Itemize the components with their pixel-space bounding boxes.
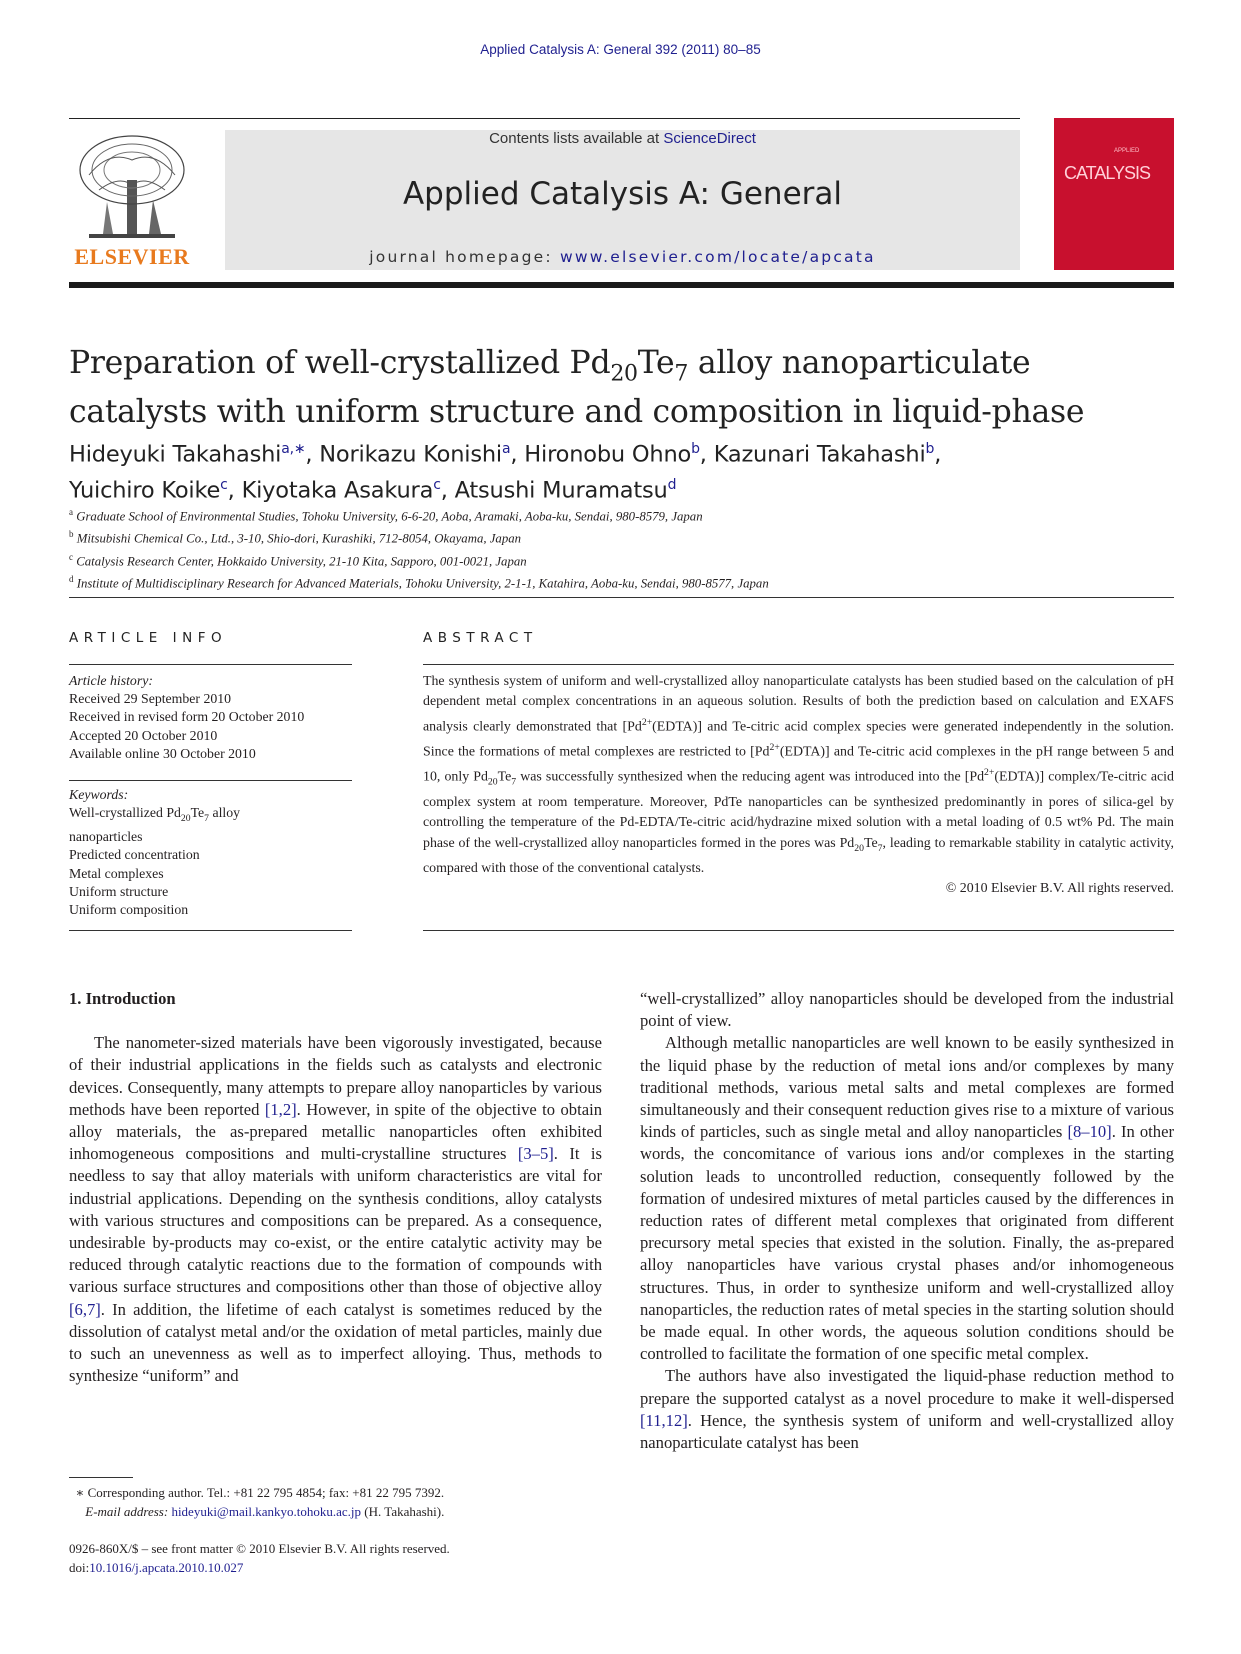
keyword: Uniform composition <box>69 901 189 917</box>
abstract-subscript: 20 <box>487 776 498 788</box>
abstract-part: , leading to remarkable stability in catalytic activity, compared with those of the conventional catalysts. <box>423 835 1174 876</box>
citation-link[interactable]: [8–10] <box>1067 1122 1112 1142</box>
body-left-column <box>69 988 602 1387</box>
author-affil-link[interactable]: d <box>667 476 677 493</box>
title-part: Te <box>637 345 675 381</box>
author-list: Hideyuki Takahashi$^{a,∗}$, Norikazu Konishi$^a$, Hironobu Ohno$^b$, Kazunari Takahashi$^b$, Yuichiro Koike$^c$, Kiyotaka Asakura$^c$, Atsushi Muramatsu$^d$ <box>69 441 942 503</box>
history-item: Received 29 September 2010 <box>69 691 232 707</box>
homepage-prefix: journal homepage: <box>369 248 560 266</box>
doi-link[interactable]: 10.1016/j.apcata.2010.10.027 <box>89 1559 244 1575</box>
title-subscript: 7 <box>674 361 689 387</box>
title-part: Preparation of well-crystallized Pd <box>69 345 611 381</box>
body-right-column <box>640 988 1174 1454</box>
paragraph-text: . In addition, the lifetime of each catalyst is sometimes reduced by the dissolution of catalyst metal and/or the oxidation of metal particles, mainly due to such an unevenness as well as to imperfect alloying. Thus, methods to synthesize “uniform” and <box>69 1299 602 1386</box>
keywords <box>69 786 352 919</box>
article-info-rule <box>69 664 352 665</box>
paragraph-text: The authors have also investigated the liquid-phase reduction method to prepare the supported catalyst as a novel procedure to make it well-dispersed <box>640 1366 1174 1408</box>
abstract-part: Te <box>863 835 878 851</box>
elsevier-logo[interactable] <box>69 130 195 270</box>
author-affil-link[interactable]: a <box>502 441 511 457</box>
paragraph <box>640 1365 1174 1454</box>
abstract-superscript: 2+ <box>984 766 995 778</box>
abstract-heading: ABSTRACT <box>423 630 538 646</box>
keyword: nanoparticles <box>69 829 143 845</box>
abstract-part: (EDTA)] complex/Te-citric acid complex system at room temperature. Moreover, PdTe nanoparticles can be synthesized predominantly in pores of silica-gel by controlling the temperature of the Pd-EDTA/Te-citric acid/hydrazine mixed solution with a metal loading of 0.5 wt% Pd. The main phase of the well-crystallized alloy nanoparticles formed in the pores was Pd <box>423 769 1174 851</box>
paragraph-text: . However, in spite of the objective to obtain alloy materials, the as-prepared metallic nanoparticles often exhibited inhomogeneous compositions and multi-crystalline structures <box>69 1099 602 1164</box>
citation-link[interactable]: [1,2] <box>264 1099 297 1119</box>
abstract-part: was successfully synthesized when the reducing agent was introduced into the [Pd <box>516 769 985 785</box>
author-name: Hideyuki Takahashi <box>69 441 282 468</box>
keyword-part: Te <box>190 805 205 821</box>
title-subscript: 20 <box>610 361 638 387</box>
email-link[interactable]: hideyuki@mail.kankyo.tohoku.ac.jp <box>171 1503 362 1519</box>
keyword-part: Well-crystallized Pd <box>69 805 181 821</box>
contents-line <box>225 130 1020 147</box>
keyword <box>69 804 352 828</box>
section-heading: 1. Introduction <box>69 989 176 1008</box>
footnote-text: (H. Takahashi). <box>361 1503 445 1519</box>
article-info-bottom-rule <box>69 930 352 931</box>
abstract-rule <box>423 664 1174 665</box>
keyword-subscript: 7 <box>204 812 209 824</box>
citation-link[interactable]: [11,12] <box>640 1410 688 1430</box>
affiliation-rule <box>69 597 1174 598</box>
issn-line: 0926-860X/$ – see front matter © 2010 Elsevier B.V. All rights reserved. <box>69 1541 450 1556</box>
abstract-subscript: 20 <box>854 842 864 854</box>
author-name: Atsushi Muramatsu <box>454 477 668 503</box>
email-label: E-mail address: <box>85 1503 172 1519</box>
author-affil-link[interactable]: b <box>691 441 700 457</box>
abstract-part: (EDTA)] and Te-citric acid complex species were generated independently in the solution. Since the formations of metal complexes are restricted to [Pd <box>423 719 1174 760</box>
article-title <box>69 344 1174 431</box>
abstract-part: Te <box>497 769 512 785</box>
abstract-superscript: 2+ <box>641 716 653 728</box>
contents-prefix: Contents lists available at <box>489 130 664 147</box>
keyword: Metal complexes <box>69 865 164 881</box>
affiliation-text: Mitsubishi Chemical Co., Ltd., 3-10, Shio-dori, Kurashiki, 712-8054, Okayama, Japan <box>76 531 522 546</box>
citation-link[interactable]: [3–5] <box>517 1144 554 1164</box>
tree-logo-icon <box>69 130 195 242</box>
journal-homepage <box>225 248 1020 266</box>
affiliation <box>69 548 1174 570</box>
paragraph-text: . Hence, the synthesis system of uniform and well-crystallized alloy nanoparticulate catalyst has been <box>640 1410 1174 1453</box>
affiliation-text: Catalysis Research Center, Hokkaido University, 21-10 Kita, Sapporo, 001-0021, Japan <box>76 553 527 568</box>
paragraph <box>640 1032 1174 1365</box>
journal-reference[interactable]: Applied Catalysis A: General 392 (2011) 80–85 <box>480 42 761 57</box>
affiliation-text: Institute of Multidisciplinary Research for Advanced Materials, Tohoku University, 2-1-1, Katahira, Aoba-ku, Sendai, 980-8577, Japan <box>76 576 769 591</box>
author-name: Norikazu Konishi <box>319 441 502 468</box>
author-name: Hironobu Ohno <box>524 441 692 468</box>
cover-title: CATALYSIS <box>1064 163 1151 183</box>
author-name: Yuichiro Koike <box>69 477 221 503</box>
abstract-part: (EDTA)] and Te-citric acid complexes in the pH range between 5 and 10, only Pd <box>423 744 1175 785</box>
keyword-subscript: 20 <box>180 812 191 824</box>
paragraph-text: . In other words, the concomitance of various ions and/or complexes in the starting solution leads to uncontrolled reduction, consequently followed by the formation of undesired mixtures of metal particles caused by the differences in reduction rates of different metal complexes that originated from different precursory metal species that existed in the solution. Finally, the as-prepared alloy nanoparticles have various crystal phases and/or inhomogeneous structures. Thus, in order to synthesize uniform and well-crystallized alloy nanoparticles, the reduction rates of metal species in the starting solution should be made equal. In other words, the aqueous solution conditions should be controlled to facilitate the formation of one specific metal complex. <box>640 1122 1174 1364</box>
history-item: Available online 30 October 2010 <box>69 745 256 761</box>
footnote-line <box>69 1503 609 1522</box>
footnote-text: Corresponding author. Tel.: +81 22 795 4854; fax: +81 22 795 7392. <box>84 1485 445 1500</box>
abstract-copyright: © 2010 Elsevier B.V. All rights reserved. <box>945 881 1174 897</box>
paragraph-text: . It is needless to say that alloy materials with uniform characteristics are vital for industrial applications. Depending on the synthesis conditions, alloy catalysts with various structures and compositions can be prepared. As a consequence, undesirable by-products may co-exist, or the entire catalytic activity may be reduced through catalytic reactions due to the formation of compounds with various surface structures and compositions other than those of objective alloy <box>69 1144 602 1297</box>
elsevier-wordmark: ELSEVIER <box>74 244 190 269</box>
citation-link[interactable]: [6,7] <box>69 1299 101 1319</box>
abstract-superscript: 2+ <box>769 741 780 753</box>
affiliation-mark: a <box>69 507 73 517</box>
keyword-part: alloy <box>209 805 241 821</box>
article-info-heading: ARTICLE INFO <box>69 630 228 646</box>
affiliation <box>69 503 1174 525</box>
affiliation <box>69 525 1174 547</box>
paragraph: “well-crystallized” alloy nanoparticles should be developed from the industrial point of view. <box>640 989 1174 1031</box>
history-item: Received in revised form 20 October 2010 <box>69 709 305 725</box>
keyword: Uniform structure <box>69 883 169 899</box>
author-affil-link[interactable]: c <box>220 476 228 493</box>
paragraph-text: The nanometer-sized materials have been vigorously investigated, because of their industrial applications in the fields such as catalysts and electronic devices. Consequently, many attempts to prepare alloy nanoparticles by various methods have been reported <box>69 1033 602 1119</box>
title-part: alloy nanoparticulate catalysts with uniform structure and composition in liquid-phase <box>69 345 1085 431</box>
abstract-subscript: 7 <box>877 842 883 854</box>
journal-cover-image[interactable] <box>1054 118 1174 270</box>
affiliation-mark: b <box>69 529 74 540</box>
journal-title: Applied Catalysis A: General <box>402 176 843 212</box>
masthead-thick-rule <box>69 282 1174 288</box>
footnote-mark: ∗ <box>75 1485 85 1500</box>
header-rule <box>69 118 1020 119</box>
author-name: Kiyotaka Asakura <box>241 477 434 503</box>
abstract-part: The synthesis system of uniform and well-crystallized alloy nanoparticulate catalysts has been studied based on the calculation of pH dependent metal complex concentrations in an aqueous solution. Results of both the prediction based on calculation and EXAFS analysis clearly demonstrated that [Pd <box>423 674 1174 735</box>
keywords-rule <box>69 780 352 781</box>
author-name: Kazunari Takahashi <box>713 441 926 468</box>
paragraph-text: Although metallic nanoparticles are well known to be easily synthesized in the liquid phase by the reduction of metal ions and/or complexes by many traditional methods, various metal salts and metal complexes are formed simultaneously and their consequent reduction gives rise to a mixture of various kinds of particles, such as single metal and alloy nanoparticles <box>640 1033 1174 1142</box>
affiliation-mark: d <box>69 573 74 584</box>
affiliation-text: Graduate School of Environmental Studies, Tohoku University, 6-6-20, Aoba, Aramaki, Aoba-ku, Sendai, 980-8579, Japan <box>76 509 703 524</box>
homepage-link[interactable]: www.elsevier.com/locate/apcata <box>559 248 876 266</box>
author-affil-link[interactable]: b <box>925 441 935 457</box>
author-affil-link[interactable]: a,∗ <box>281 441 306 457</box>
abstract-bottom-rule <box>423 930 1174 931</box>
history-label: Article history: <box>69 673 153 688</box>
doi-prefix: doi: <box>69 1559 90 1575</box>
affiliation-list <box>69 503 1174 592</box>
issn-block <box>69 1540 669 1577</box>
keyword: Predicted concentration <box>69 847 200 863</box>
cover-small-text: APPLIED <box>1114 148 1140 154</box>
footnote-rule <box>69 1477 133 1478</box>
affiliation-mark: c <box>69 551 73 562</box>
keywords-label: Keywords: <box>69 787 129 802</box>
corresponding-author-footnote <box>69 1484 609 1521</box>
doi-line <box>69 1559 669 1578</box>
abstract-subscript: 7 <box>511 776 517 788</box>
sciencedirect-link[interactable]: ScienceDirect <box>663 130 756 147</box>
footnote-line <box>69 1484 609 1503</box>
history-item: Accepted 20 October 2010 <box>69 727 218 743</box>
article-history <box>69 672 352 763</box>
abstract-text <box>423 672 1174 900</box>
paragraph <box>69 1032 602 1387</box>
affiliation <box>69 570 1174 592</box>
author-affil-link[interactable]: c <box>433 476 441 493</box>
